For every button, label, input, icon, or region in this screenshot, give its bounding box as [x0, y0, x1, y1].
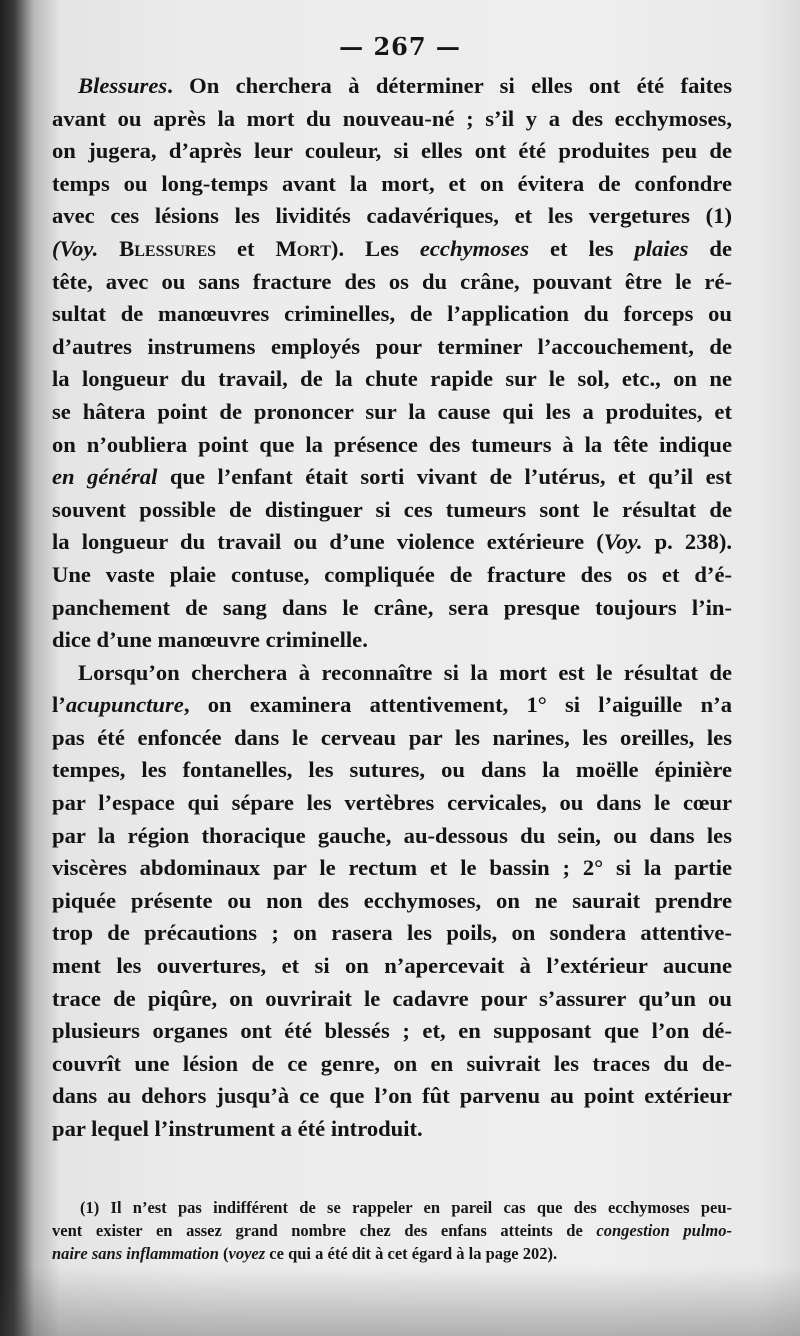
text-line: temps ou long-temps avant la mort, et on évitera de confondre [52, 170, 732, 196]
text-line: avec ces lésions les lividités cadavériques, et les vergetures (1) [52, 203, 732, 229]
paragraph-1 [52, 70, 732, 657]
text-line: on jugera, d’après leur couleur, si elles ont été produites peu de [52, 138, 732, 164]
text-line: Une vaste plaie contuse, compliquée de fracture des os et d’é- [52, 561, 732, 587]
cross-reference: Mort [275, 235, 331, 261]
paragraph-2 [52, 657, 732, 1146]
text-line: par la région thoracique gauche, au-dessous du sein, ou dans les [52, 822, 732, 848]
text-line: pas été enfoncée dans le cerveau par les narines, les oreilles, les [52, 724, 732, 750]
footnote-line: naire sans inflammation (voyez ce qui a été dit à cet égard à la page 202). [52, 1244, 558, 1263]
text-line: d’autres instrumens employés pour terminer l’accouchement, de [52, 333, 732, 359]
text-line: par lequel l’instrument a été introduit. [52, 1116, 423, 1141]
page-number: — 267 — [339, 32, 461, 61]
main-text [52, 70, 732, 1146]
footnote-line: vent exister en assez grand nombre chez des enfans atteints de congestion pulmo- [52, 1221, 732, 1240]
text-line: sultat de manœuvres criminelles, de l’application du forceps ou [52, 301, 732, 327]
footnote-line: (1) Il n’est pas indifférent de se rappeler en pareil cas que des ecchymoses peu- [80, 1198, 732, 1217]
text-line: plusieurs organes ont été blessés ; et, en supposant que l’on dé- [52, 1018, 732, 1044]
text-line: la longueur du travail ou d’une violence extérieure (Voy. p. 238). [52, 529, 732, 555]
text-line: dice d’une manœuvre criminelle. [52, 627, 368, 653]
text-line: piquée présente ou non des ecchymoses, on ne saurait prendre [52, 887, 732, 913]
section-heading: Blessures [78, 73, 168, 98]
text-line: ment les ouvertures, et si on n’apercevait à l’extérieur aucune [52, 953, 732, 979]
footnote [52, 1196, 732, 1265]
text-line: tête, avec ou sans fracture des os du crâne, pouvant être le ré- [52, 268, 732, 294]
text-line: dans au dehors jusqu’à ce que l’on fût parvenu au point extérieur [52, 1083, 732, 1109]
text-line: souvent possible de distinguer si ces tumeurs sont le résultat de [52, 496, 732, 522]
text-line: on n’oubliera point que la présence des tumeurs à la tête indique [52, 431, 732, 457]
text-line: Lorsqu’on cherchera à reconnaître si la mort est le résultat de [78, 659, 732, 685]
text-line: se hâtera point de prononcer sur la cause qui les a produites, et [52, 398, 732, 424]
text-line: panchement de sang dans le crâne, sera presque toujours l’in- [52, 594, 732, 620]
cross-reference: Blessures [98, 235, 217, 261]
text-line: par l’espace qui sépare les vertèbres cervicales, ou dans le cœur [52, 790, 732, 816]
text-line: tempes, les fontanelles, les sutures, ou dans la moëlle épinière [52, 757, 732, 783]
text-line: l’acupuncture, on examinera attentivement, 1° si l’aiguille n’a [52, 692, 732, 718]
text-line: trop de précautions ; on rasera les poils, on sondera attentive- [52, 920, 732, 946]
text-line: en général que l’enfant était sorti vivant de l’utérus, et qu’il est [52, 464, 732, 490]
text-line: Blessures. On cherchera à déterminer si elles ont été faites [78, 73, 732, 98]
text-line: la longueur du travail, de la chute rapide sur le sol, etc., on ne [52, 366, 732, 392]
text-line: (Voy. Blessures et Mort). Les ecchymoses et les plaies de [52, 235, 732, 261]
text-line: couvrît une lésion de ce genre, on en suivrait les traces du de- [52, 1050, 732, 1076]
text-line: trace de piqûre, on ouvrirait le cadavre pour s’assurer qu’un ou [52, 985, 732, 1011]
text-line: avant ou après la mort du nouveau-né ; s’il y a des ecchymoses, [52, 105, 732, 131]
page-edge-shadow [0, 1266, 800, 1336]
text-line: viscères abdominaux par le rectum et le bassin ; 2° si la partie [52, 855, 732, 881]
